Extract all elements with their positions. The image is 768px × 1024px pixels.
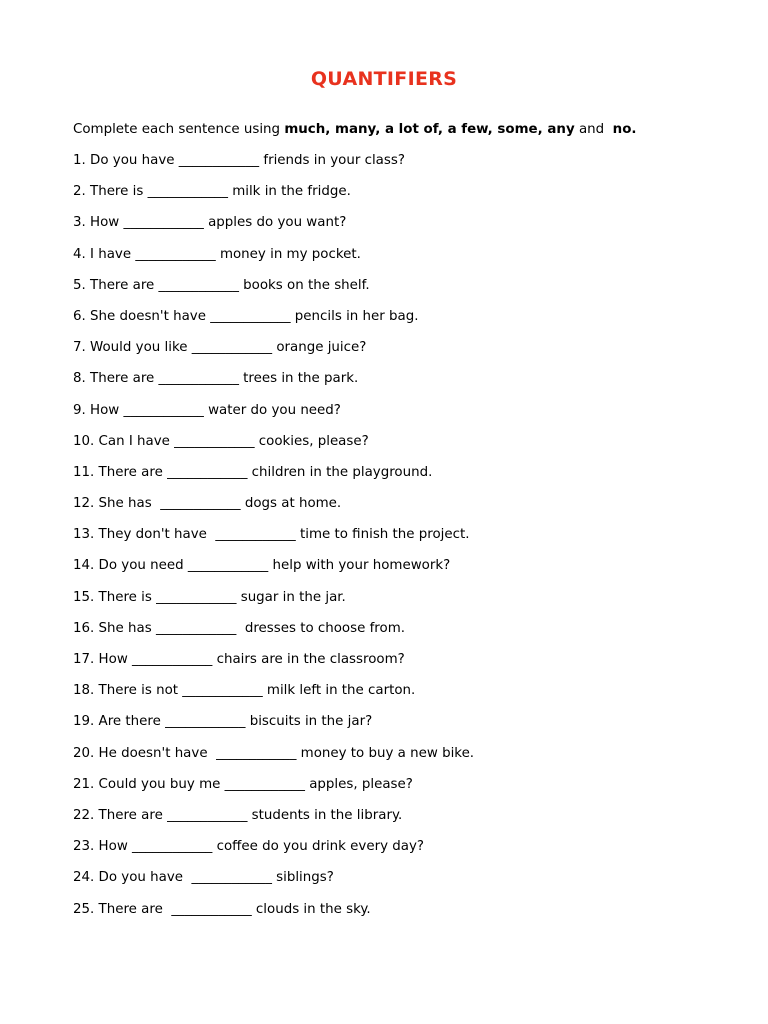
question-21: 21. Could you buy me ____________ apples, please?	[73, 776, 413, 792]
question-17: 17. How ____________ chairs are in the classroom?	[73, 652, 405, 667]
question-9: 9. How ____________ water do you need?	[73, 402, 341, 418]
question-1: 1. Do you have ____________ friends in your class?	[73, 153, 405, 168]
question-23: 23. How ____________ coffee do you drink every day?	[73, 839, 424, 855]
question-18: 18. There is not ____________ milk left in the carton.	[73, 683, 416, 699]
question-25: 25. There are ____________ clouds in the sky.	[73, 901, 371, 917]
question-7: 7. Would you like ____________ orange juice?	[73, 340, 367, 356]
question-12: 12. She has ____________ dogs at home.	[73, 496, 342, 512]
page-title: QUANTIFIERS	[310, 68, 458, 90]
quantifier-options: much, many, a lot of, a few, some, any	[284, 122, 575, 137]
question-5: 5. There are ____________ books on the shelf.	[73, 277, 370, 293]
question-3: 3. How ____________ apples do you want?	[73, 215, 347, 231]
question-20: 20. He doesn't have ____________ money to buy a new bike.	[73, 745, 475, 761]
question-8: 8. There are ____________ trees in the park.	[73, 371, 359, 387]
question-10: 10. Can I have ____________ cookies, please?	[73, 433, 369, 449]
instructions	[73, 121, 636, 139]
question-19: 19. Are there ____________ biscuits in the jar?	[73, 714, 373, 730]
question-2: 2. There is ____________ milk in the fridge.	[73, 184, 351, 200]
question-16: 16. She has ____________ dresses to choose from.	[73, 620, 406, 636]
question-6: 6. She doesn't have ____________ pencils in her bag.	[73, 308, 419, 324]
question-4: 4. I have ____________ money in my pocket.	[73, 246, 361, 262]
instructions-connector: and	[574, 122, 613, 137]
question-11: 11. There are ____________ children in the playground.	[73, 464, 433, 480]
question-13: 13. They don't have ____________ time to finish the project.	[73, 527, 470, 543]
question-list	[73, 152, 474, 932]
instructions-prefix: Complete each sentence using	[73, 122, 285, 137]
question-22: 22. There are ____________ students in the library.	[73, 807, 403, 823]
question-15: 15. There is ____________ sugar in the jar.	[73, 589, 346, 605]
question-24: 24. Do you have ____________ siblings?	[73, 870, 334, 886]
quantifier-last-option: no.	[612, 122, 637, 137]
question-14: 14. Do you need ____________ help with your homework?	[73, 558, 451, 574]
